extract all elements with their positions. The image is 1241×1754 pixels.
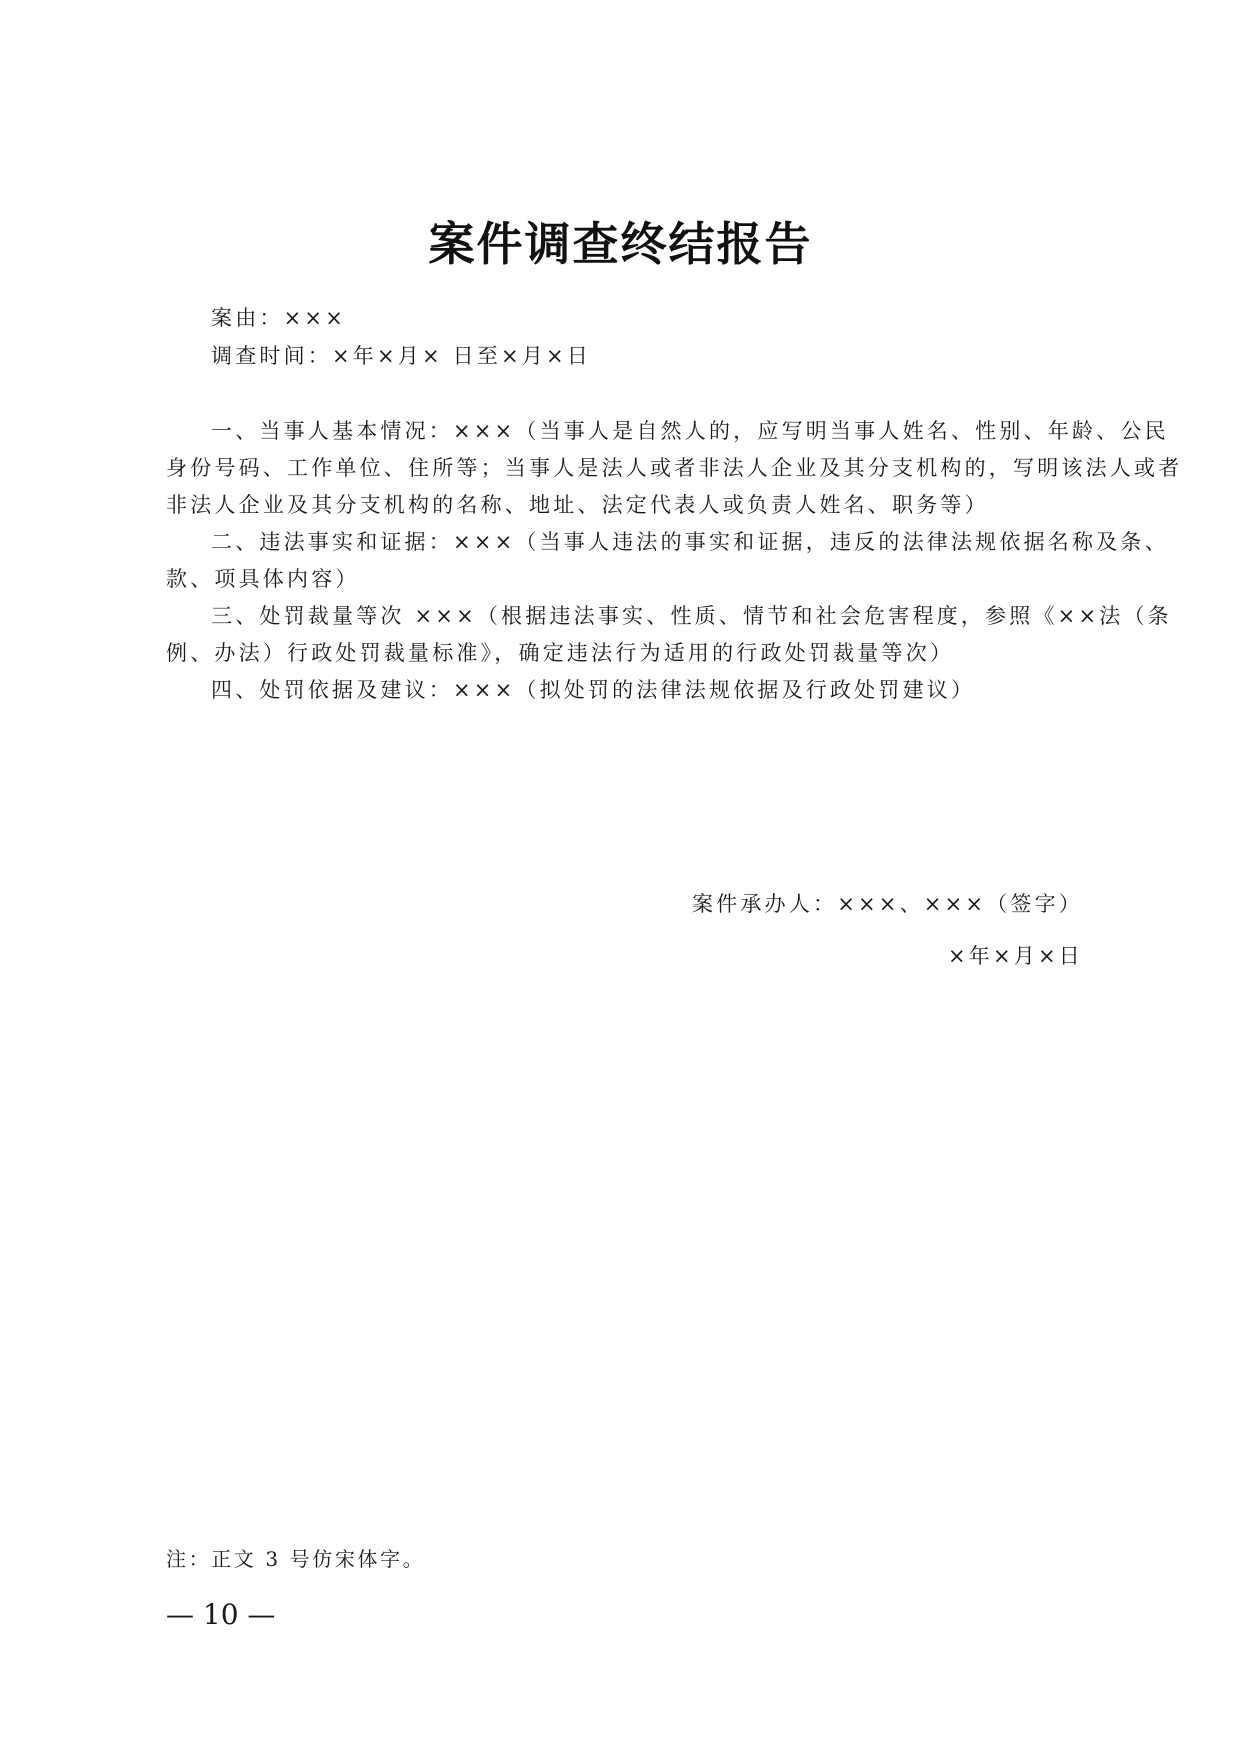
case-cause: 案由：××× <box>211 306 346 330</box>
section3-line1: 三、处罚裁量等次 ×××（根据违法事实、性质、情节和社会危害程度，参照《××法（条 <box>211 604 1172 628</box>
signatory: 案件承办人：×××、×××（签字） <box>692 892 1083 916</box>
signature-date: ×年×月×日 <box>948 944 1083 968</box>
investigation-time: 调查时间：×年×月× 日至×月×日 <box>211 344 592 368</box>
footnote: 注：正文 3 号仿宋体字。 <box>166 1547 426 1571</box>
section2-line1: 二、违法事实和证据：×××（当事人违法的事实和证据，违反的法律法规依据名称及条、 <box>211 530 1169 554</box>
section4-line1: 四、处罚依据及建议：×××（拟处罚的法律法规依据及行政处罚建议） <box>211 678 976 702</box>
section1-line3: 非法人企业及其分支机构的名称、地址、法定代表人或负责人姓名、职务等） <box>166 493 989 517</box>
section3-line2: 例、办法）行政处罚裁量标准》，确定违法行为适用的行政处罚裁量等次） <box>166 641 955 665</box>
section1-line2: 身份号码、工作单位、住所等；当事人是法人或者非法人企业及其分支机构的，写明该法人或者 <box>166 456 1183 480</box>
section1-line1: 一、当事人基本情况：×××（当事人是自然人的，应写明当事人姓名、性别、年龄、公民 <box>211 419 1169 443</box>
section2-line2: 款、项具体内容） <box>166 567 360 591</box>
page-number: — 10 — <box>166 1598 276 1631</box>
document-title: 案件调查终结报告 <box>428 217 813 271</box>
